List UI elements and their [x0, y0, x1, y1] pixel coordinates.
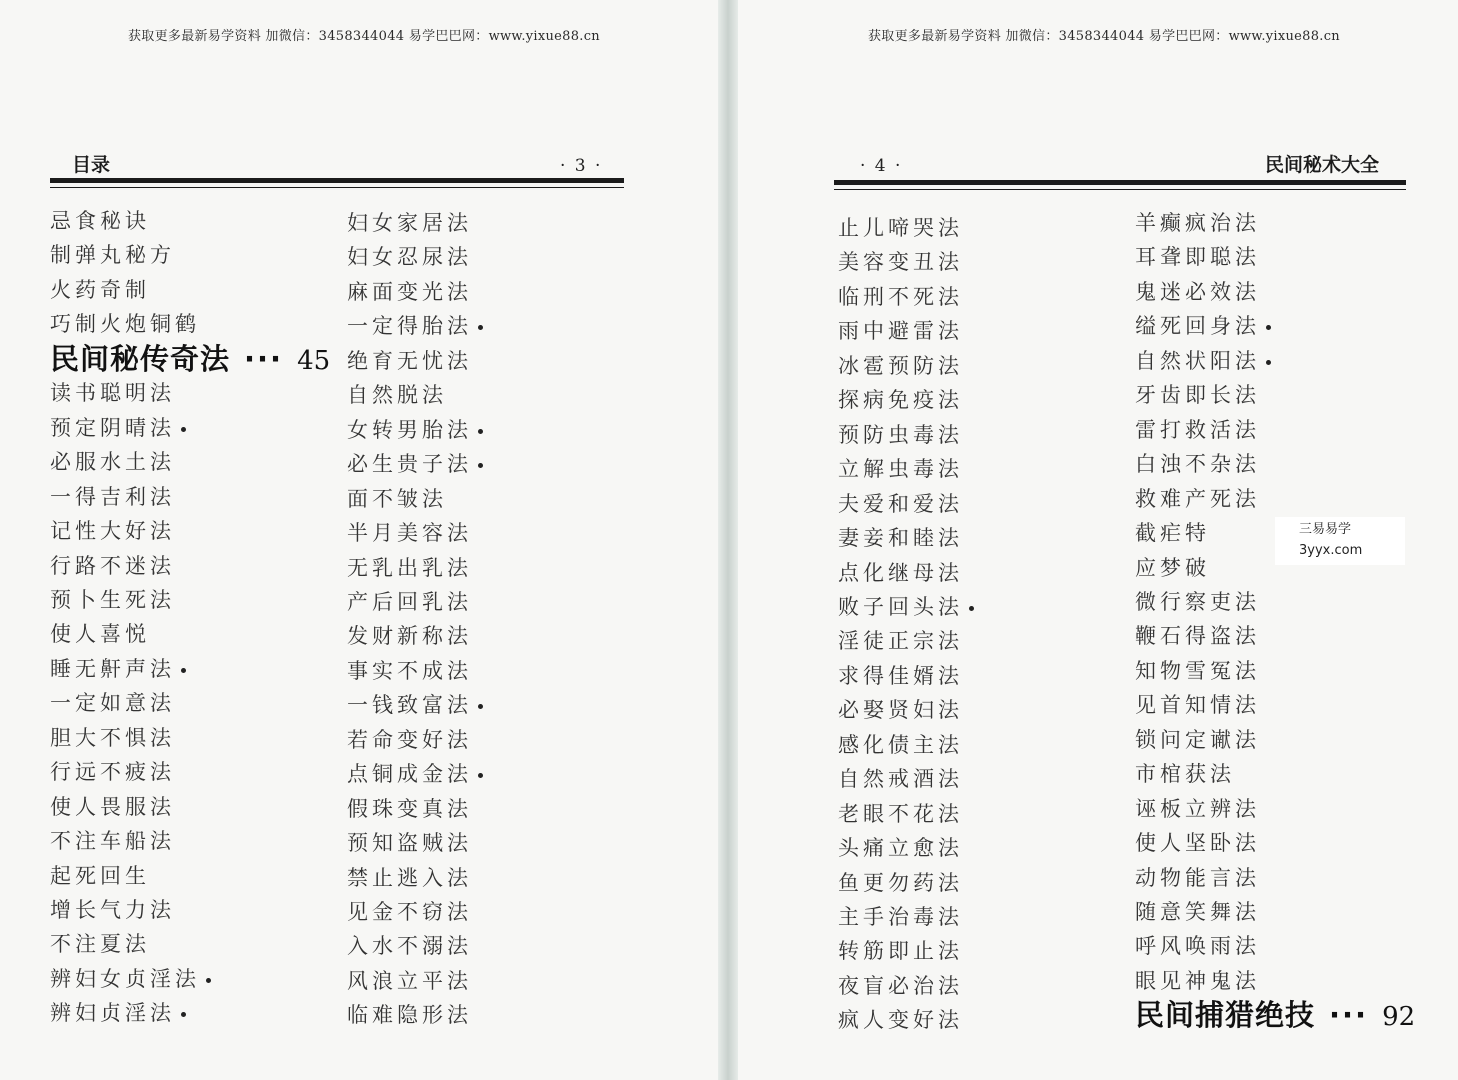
toc-entry: [838, 660, 963, 690]
toc-entry: [1135, 620, 1260, 650]
toc-entry: [1135, 310, 1271, 340]
toc-entry-text: 自然戒酒法: [838, 767, 963, 792]
toc-entry-text: 事实不成法: [347, 658, 472, 683]
toc-entry-text: 民间秘传奇法: [50, 341, 231, 376]
toc-entry-text: 鞭石得盗法: [1135, 624, 1260, 649]
toc-entry-text: 诬板立辨法: [1135, 796, 1260, 821]
margin-mark: [478, 325, 483, 330]
toc-entry-text: 半月美容法: [347, 521, 472, 546]
toc-entry-text: 眼见神鬼法: [1135, 968, 1260, 993]
toc-section-heading: [50, 337, 330, 378]
toc-entry-text: 读书聪明法: [50, 381, 175, 406]
toc-entry: [838, 453, 963, 483]
toc-entry-text: 鱼更勿药法: [838, 870, 963, 895]
toc-entry: [1135, 276, 1260, 306]
toc-entry-text: 知物雪冤法: [1135, 658, 1260, 683]
toc-entry: [1135, 483, 1260, 513]
stamp-line-1: 三易易学: [1299, 522, 1352, 537]
toc-entry: [50, 894, 175, 924]
toc-entry-text: 头痛立愈法: [838, 836, 963, 861]
toc-entry: [838, 419, 963, 449]
toc-entry-text: 临刑不死法: [838, 284, 963, 309]
toc-entry: [50, 205, 150, 235]
toc-entry-text: 市棺获法: [1135, 762, 1235, 787]
toc-entry-text: 探病免疫法: [838, 388, 963, 413]
toc-entry: [347, 276, 472, 306]
toc-entry: [838, 729, 963, 759]
toc-entry: [347, 793, 472, 823]
toc-entry: [50, 584, 175, 614]
toc-entry: [50, 481, 175, 511]
toc-entry: [838, 557, 963, 587]
toc-entry-text: 夫爱和爱法: [838, 491, 963, 516]
toc-entry-text: 主手治毒法: [838, 905, 963, 929]
toc-entry-text: 冰雹预防法: [838, 353, 963, 378]
toc-entry-text: 应梦破: [1135, 555, 1210, 580]
toc-entry: [50, 963, 211, 993]
toc-entry: [1135, 896, 1260, 926]
toc-entry-text: 行路不迷法: [50, 553, 175, 578]
toc-entry-text: 一定如意法: [50, 691, 175, 716]
margin-mark: [969, 606, 974, 611]
toc-entry-text: 辨妇女贞淫法: [50, 966, 200, 991]
toc-entry: [1135, 207, 1260, 237]
toc-entry: [347, 655, 472, 685]
header-title: 目录: [72, 154, 111, 176]
toc-entry-text: 耳聋即聪法: [1135, 245, 1260, 270]
toc-entry-text: 临难隐形法: [347, 1003, 472, 1028]
margin-mark: [181, 427, 186, 432]
toc-entry: [838, 1004, 963, 1034]
toc-entry-text: 面不皱法: [347, 486, 447, 511]
toc-entry-text: 动物能言法: [1135, 865, 1260, 890]
toc-entry: [50, 274, 150, 304]
toc-entry-text: 预定阴晴法: [50, 415, 175, 440]
toc-entry: [347, 345, 472, 375]
toc-entry-text: 辨妇贞淫法: [50, 1001, 175, 1026]
margin-mark: [1266, 360, 1271, 365]
toc-entry-text: 巧制火炮铜鹤: [50, 312, 200, 337]
margin-mark: [478, 463, 483, 468]
toc-entry: [838, 901, 963, 931]
toc-entry-text: 胆大不惧法: [50, 725, 175, 750]
toc-entry: [347, 965, 472, 995]
toc-entry-text: 自然状阳法: [1135, 348, 1260, 373]
toc-entry-text: 感化债主法: [838, 732, 963, 757]
toc-entry: [347, 448, 483, 478]
toc-entry-text: 点化继母法: [838, 560, 963, 585]
toc-entry: [50, 515, 175, 545]
toc-entry: [50, 239, 175, 269]
toc-entry: [838, 798, 963, 828]
toc-entry: [50, 791, 175, 821]
toc-entry: [50, 997, 186, 1027]
toc-entry-text: 妻妾和睦法: [838, 526, 963, 551]
toc-entry: [1135, 655, 1260, 685]
toc-entry: [50, 687, 175, 717]
toc-entry: [838, 763, 963, 793]
leader-dots: ···: [1329, 998, 1369, 1033]
margin-mark: [478, 429, 483, 434]
toc-entry: [838, 970, 963, 1000]
toc-entry-text: 麻面变光法: [347, 279, 472, 304]
toc-entry-text: 立解虫毒法: [838, 457, 963, 482]
toc-entry: [838, 488, 963, 518]
toc-entry: [347, 517, 472, 547]
toc-entry-text: 记性大好法: [50, 519, 175, 544]
toc-entry-text: 制弹丸秘方: [50, 243, 175, 268]
toc-entry: [50, 308, 200, 338]
toc-entry: [347, 827, 472, 857]
toc-entry: [347, 999, 472, 1029]
toc-entry: [50, 618, 150, 648]
toc-entry-text: 行远不疲法: [50, 760, 175, 785]
toc-entry: [347, 379, 447, 409]
toc-entry-text: 睡无鼾声法: [50, 656, 175, 681]
toc-entry: [347, 586, 472, 616]
toc-entry-text: 假珠变真法: [347, 796, 472, 821]
leader-dots: ···: [244, 341, 284, 376]
toc-entry-text: 微行察吏法: [1135, 589, 1260, 614]
toc-entry-text: 羊癫疯治法: [1135, 211, 1260, 235]
toc-entry-text: 见首知情法: [1135, 693, 1260, 718]
toc-entry: [838, 867, 963, 897]
margin-mark: [206, 978, 211, 983]
toc-entry: [1135, 552, 1210, 582]
toc-entry-text: 不注夏法: [50, 932, 150, 957]
toc-entry: [838, 384, 963, 414]
toc-entry: [50, 550, 175, 580]
toc-entry: [1135, 793, 1260, 823]
toc-entry: [50, 412, 186, 442]
toc-entry-text: 禁止逃入法: [347, 865, 472, 890]
toc-entry: [838, 935, 963, 965]
margin-mark: [181, 1012, 186, 1017]
toc-entry-text: 民间捕猎绝技: [1135, 998, 1316, 1033]
toc-entry-text: 忌食秘诀: [50, 209, 150, 233]
toc-entry: [1135, 724, 1260, 754]
toc-entry: [347, 241, 472, 271]
toc-entry: [838, 591, 974, 621]
toc-entry-text: 美容变丑法: [838, 250, 963, 275]
toc-entry-text: 女转男胎法: [347, 417, 472, 442]
header-rule: [834, 180, 1406, 185]
toc-entry-text: 使人喜悦: [50, 622, 150, 647]
toc-entry: [50, 756, 175, 786]
toc-entry: [347, 930, 472, 960]
toc-entry-text: 预知盗贼法: [347, 831, 472, 856]
toc-entry-text: 雷打救活法: [1135, 417, 1260, 442]
toc-entry-text: 老眼不花法: [838, 801, 963, 826]
toc-entry-text: 必娶贤妇法: [838, 698, 963, 723]
toc-entry-text: 夜盲必治法: [838, 973, 963, 998]
toc-entry-text: 锁问定谳法: [1135, 727, 1260, 752]
section-page-number: 45: [297, 345, 331, 376]
toc-entry: [838, 246, 963, 276]
toc-entry-text: 发财新称法: [347, 624, 472, 649]
toc-entry: [347, 689, 483, 719]
toc-entry-text: 见金不窃法: [347, 900, 472, 924]
toc-entry-text: 点铜成金法: [347, 762, 472, 787]
toc-entry-text: 败子回头法: [838, 594, 963, 619]
toc-entry: [838, 315, 963, 345]
toc-entry: [1135, 241, 1260, 271]
toc-entry: [347, 207, 472, 237]
header-rule-thin: [50, 187, 624, 188]
toc-entry: [347, 862, 472, 892]
watermark-text: 获取更多最新易学资料 加微信：3458344044 易学巴巴网：www.yixue88.cn: [128, 29, 600, 44]
toc-entry: [347, 896, 472, 926]
margin-mark: [181, 668, 186, 673]
toc-entry-text: 截疟特: [1135, 521, 1210, 546]
toc-entry: [1135, 965, 1260, 995]
toc-entry-text: 转筋即止法: [838, 939, 963, 964]
toc-entry-text: 呼风唤雨法: [1135, 934, 1260, 959]
toc-entry: [50, 446, 175, 476]
toc-entry: [1135, 930, 1260, 960]
toc-entry-text: 救难产死法: [1135, 486, 1260, 511]
toc-entry-text: 求得佳婿法: [838, 663, 963, 688]
toc-entry-text: 产后回乳法: [347, 589, 472, 614]
section-page-number: 92: [1382, 1002, 1416, 1033]
toc-entry-text: 必服水土法: [50, 450, 175, 475]
toc-entry-text: 使人畏服法: [50, 794, 175, 819]
toc-entry: [347, 483, 447, 513]
toc-entry: [838, 212, 963, 242]
toc-entry: [1135, 827, 1260, 857]
page-number: · 3 ·: [560, 156, 603, 176]
toc-entry-text: 妇女忍尿法: [347, 245, 472, 270]
toc-entry: [347, 758, 483, 788]
toc-entry-text: 起死回生: [50, 863, 150, 888]
toc-entry: [838, 694, 963, 724]
toc-entry: [1135, 448, 1260, 478]
toc-entry-text: 预防虫毒法: [838, 422, 963, 447]
toc-entry-text: 不注车船法: [50, 829, 175, 854]
toc-entry-text: 淫徒正宗法: [838, 629, 963, 654]
toc-entry: [50, 722, 175, 752]
toc-entry: [347, 310, 483, 340]
toc-section-heading: [1135, 993, 1415, 1034]
toc-entry-text: 必生贵子法: [347, 452, 472, 477]
toc-entry: [347, 414, 483, 444]
header-rule: [50, 178, 624, 183]
toc-entry-text: 绝育无忧法: [347, 348, 472, 373]
margin-mark: [1266, 325, 1271, 330]
header-title: 民间秘术大全: [1265, 154, 1380, 176]
header-rule-thin: [834, 189, 1406, 190]
toc-entry: [838, 625, 963, 655]
toc-entry-text: 一得吉利法: [50, 484, 175, 509]
toc-entry: [50, 653, 186, 683]
toc-entry: [838, 832, 963, 862]
toc-entry-text: 预卜生死法: [50, 587, 175, 612]
book-gutter: [718, 0, 738, 1080]
toc-entry-text: 妇女家居法: [347, 211, 472, 235]
toc-entry: [838, 522, 963, 552]
toc-entry: [838, 281, 963, 311]
toc-entry: [1135, 345, 1271, 375]
toc-entry-text: 鬼迷必效法: [1135, 279, 1260, 304]
toc-entry: [838, 350, 963, 380]
toc-entry: [1135, 758, 1235, 788]
toc-entry: [50, 928, 150, 958]
toc-entry-text: 若命变好法: [347, 727, 472, 752]
toc-entry: [1135, 586, 1260, 616]
page-number: · 4 ·: [860, 156, 903, 176]
toc-entry-text: 增长气力法: [50, 898, 175, 922]
left-page: [0, 0, 718, 1080]
toc-entry: [347, 724, 472, 754]
toc-entry-text: 自然脱法: [347, 383, 447, 408]
toc-entry-text: 使人坚卧法: [1135, 831, 1260, 856]
toc-entry-text: 火药奇制: [50, 277, 150, 302]
toc-entry-text: 随意笑舞法: [1135, 900, 1260, 924]
toc-entry: [1135, 414, 1260, 444]
toc-entry-text: 雨中避雷法: [838, 319, 963, 344]
site-stamp: [1275, 517, 1405, 565]
toc-entry-text: 疯人变好法: [838, 1008, 963, 1033]
toc-entry: [1135, 379, 1260, 409]
toc-entry-text: 牙齿即长法: [1135, 383, 1260, 408]
toc-entry: [50, 377, 175, 407]
toc-entry-text: 风浪立平法: [347, 968, 472, 993]
toc-entry-text: 白浊不杂法: [1135, 452, 1260, 477]
watermark-text: 获取更多最新易学资料 加微信：3458344044 易学巴巴网：www.yixue88.cn: [868, 29, 1340, 44]
toc-entry: [1135, 862, 1260, 892]
toc-entry-text: 无乳出乳法: [347, 555, 472, 580]
toc-entry: [50, 825, 175, 855]
toc-entry-text: 止儿啼哭法: [838, 216, 963, 240]
stamp-line-2: 3yyx.com: [1299, 543, 1363, 558]
toc-entry: [347, 620, 472, 650]
margin-mark: [478, 704, 483, 709]
toc-entry: [347, 552, 472, 582]
margin-mark: [478, 773, 483, 778]
toc-entry-text: 一钱致富法: [347, 693, 472, 718]
toc-entry-text: 缢死回身法: [1135, 314, 1260, 339]
toc-entry: [50, 860, 150, 890]
toc-entry-text: 入水不溺法: [347, 934, 472, 959]
toc-entry: [1135, 517, 1210, 547]
toc-entry-text: 一定得胎法: [347, 314, 472, 339]
toc-entry: [1135, 689, 1260, 719]
